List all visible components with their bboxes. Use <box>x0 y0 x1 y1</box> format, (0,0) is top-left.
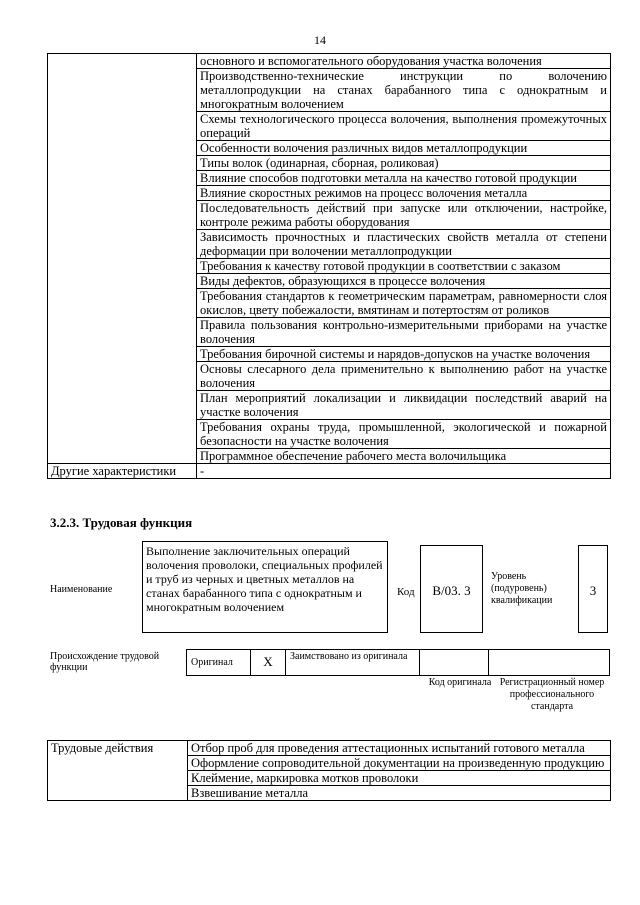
knowledge-item: Виды дефектов, образующихся в процессе волочения <box>197 274 611 289</box>
original-mark: X <box>251 650 286 676</box>
origin-table <box>186 649 610 676</box>
knowledge-item: План мероприятий локализации и ликвидации последствий аварий на участке волочения <box>197 391 611 420</box>
action-item: Отбор проб для проведения аттестационных испытаний готового металла <box>188 741 611 756</box>
knowledge-item: Последовательность действий при запуске или отключении, настройке, контроле режима работы оборудования <box>197 201 611 230</box>
page-number: 14 <box>314 33 326 47</box>
level-value: 3 <box>589 583 597 598</box>
origin-label: Происхождение трудовой функции <box>50 651 160 673</box>
borrowed-label: Заимствовано из оригинала <box>286 650 420 676</box>
knowledge-item: Основы слесарного дела применительно к выполнению работ на участке волочения <box>197 362 611 391</box>
action-item: Оформление сопроводительной документации на произведенную продукцию <box>188 756 611 771</box>
knowledge-item: Программное обеспечение рабочего места волочильщика <box>197 449 611 464</box>
knowledge-table <box>47 53 611 479</box>
knowledge-item: Требования к качеству готовой продукции в соответствии с заказом <box>197 259 611 274</box>
knowledge-item: Зависимость прочностных и пластических свойств металла от степени деформации при волочении металлопродукции <box>197 230 611 259</box>
original-code-cell <box>420 650 489 676</box>
reg-number-cell <box>489 650 610 676</box>
other-characteristics-label: Другие характеристики <box>48 464 197 479</box>
original-label: Оригинал <box>187 650 251 676</box>
actions-table <box>47 740 611 801</box>
knowledge-item: Типы волок (одинарная, сборная, роликовая) <box>197 156 611 171</box>
function-name-value: Выполнение заключительных операций волочения проволоки, специальных профилей и труб из черных и цветных металлов на станах барабанного типа с однократным и многократным волочением <box>146 544 383 614</box>
table-row <box>48 54 611 69</box>
knowledge-item: Производственно-технические инструкции по волочению металлопродукции на станах барабанного типа с однократным и многократным волочением <box>197 69 611 112</box>
table-row <box>48 741 611 756</box>
knowledge-item: Требования бирочной системы и нарядов-допусков на участке волочения <box>197 347 611 362</box>
code-label: Код <box>397 586 415 598</box>
table-row <box>48 464 611 479</box>
knowledge-item: Требования охраны труда, промышленной, экологической и пожарной безопасности на участке волочения <box>197 420 611 449</box>
knowledge-item: Правила пользования контрольно-измерительными приборами на участке волочения <box>197 318 611 347</box>
knowledge-item: основного и вспомогательного оборудования участка волочения <box>197 54 611 69</box>
level-box <box>578 545 608 633</box>
code-original-caption: Код оригинала <box>428 677 492 688</box>
name-label: Наименование <box>50 584 113 595</box>
reg-number-caption: Регистрационный номер профессионального стандарта <box>499 677 605 712</box>
knowledge-item: Влияние способов подготовки металла на качество готовой продукции <box>197 171 611 186</box>
knowledge-item: Требования стандартов к геометрическим параметрам, равномерности слоя окислов, цвету побежалости, вмятинам и потертостям от роликов <box>197 289 611 318</box>
action-item: Клеймение, маркировка мотков проволоки <box>188 771 611 786</box>
knowledge-item: Особенности волочения различных видов металлопродукции <box>197 141 611 156</box>
actions-label: Трудовые действия <box>48 741 188 801</box>
section-title: 3.2.3. Трудовая функция <box>50 515 193 530</box>
code-value: B/03. 3 <box>432 583 471 598</box>
knowledge-item: Влияние скоростных режимов на процесс волочения металла <box>197 186 611 201</box>
other-characteristics-value: - <box>197 464 611 479</box>
function-name-box <box>142 541 388 633</box>
knowledge-left-cell <box>48 54 197 464</box>
level-label: Уровень (подуровень) квалификации <box>491 571 553 606</box>
knowledge-item: Схемы технологического процесса волочения, выполнения промежуточных операций <box>197 112 611 141</box>
code-box <box>420 545 483 633</box>
table-row <box>187 650 610 676</box>
action-item: Взвешивание металла <box>188 786 611 801</box>
